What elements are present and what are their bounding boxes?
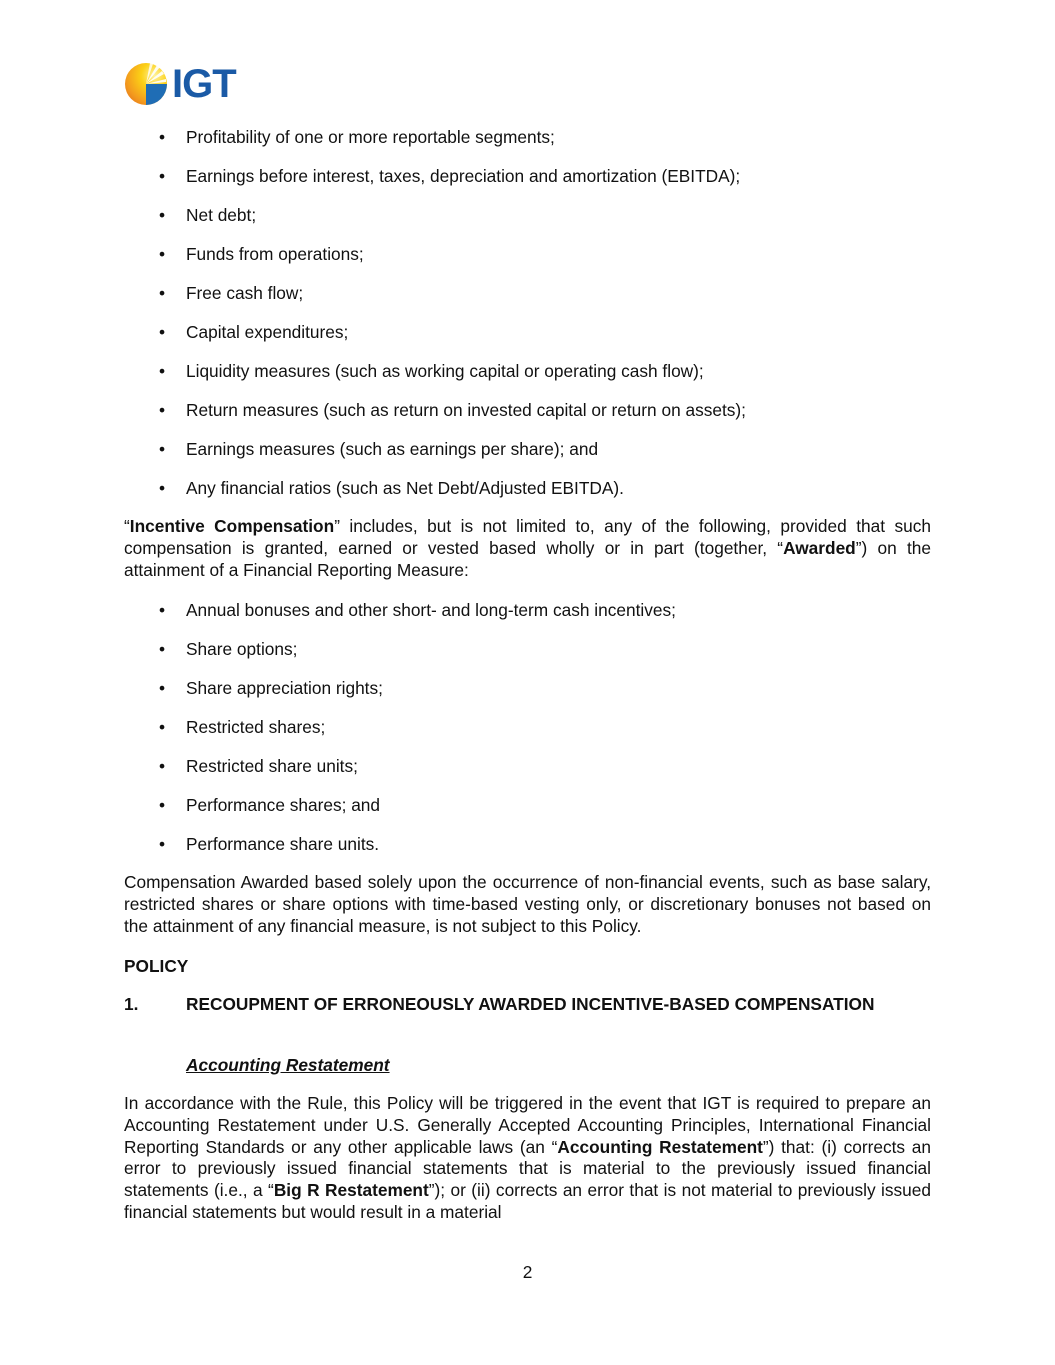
sunburst-logo-icon [124, 62, 168, 106]
section-number: 1. [124, 994, 139, 1014]
igt-logo [124, 60, 236, 108]
list-item: • Share options; [158, 639, 298, 659]
list-item: • Restricted shares; [158, 717, 326, 737]
list-item: • Capital expenditures; [158, 322, 349, 342]
list-item: • Restricted share units; [158, 756, 358, 776]
list-item: • Funds from operations; [158, 244, 364, 264]
list-item: • Any financial ratios (such as Net Debt/Adjusted EBITDA). [158, 478, 624, 498]
list-item: • Annual bonuses and other short- and long-term cash incentives; [158, 600, 676, 620]
financial-measures-list [124, 126, 931, 516]
logo-text: IGT [172, 62, 236, 106]
list-item: • Liquidity measures (such as working capital or operating cash flow); [158, 361, 704, 381]
accounting-restatement-paragraph: In accordance with the Rule, this Policy will be triggered in the event that IGT is required to prepare an Accounting Restatement under U.S. Generally Accepted Accounting Principles, International Financial Reporting Standards or any other applicable laws (an “Accounting Restatement”) that: (i) corrects an error to previously issued financial statements that is material to the previously issued financial statements (i.e., a “Big R Restatement”); or (ii) corrects an error that is not material to previously issued financial statements but would result in a material [124, 1093, 931, 1222]
section-title: RECOUPMENT OF ERRONEOUSLY AWARDED INCENTIVE-BASED COMPENSATION [186, 994, 875, 1014]
list-item: • Net debt; [158, 205, 257, 225]
list-item: • Return measures (such as return on invested capital or return on assets); [158, 400, 746, 420]
defined-term: Awarded [783, 537, 856, 558]
defined-term: Accounting Restatement [557, 1136, 763, 1157]
section-subheading: Accounting Restatement [186, 1055, 390, 1075]
incentive-compensation-definition: “Incentive Compensation” includes, but is not limited to, any of the following, provided that such compensation is granted, earned or vested based wholly or in part (together, “Awarded”) on the attainment of a Financial Reporting Measure: [124, 516, 932, 580]
list-item: • Profitability of one or more reportable segments; [158, 127, 555, 147]
list-item: • Share appreciation rights; [158, 678, 383, 698]
exclusion-paragraph: Compensation Awarded based solely upon the occurrence of non-financial events, such as base salary, restricted shares or share options with time-based vesting only, or discretionary bonuses not based on the attainment of any financial measure, is not subject to this Policy. [124, 872, 931, 936]
policy-heading: POLICY [124, 956, 189, 976]
page-number: 2 [522, 1262, 533, 1282]
list-item: • Earnings measures (such as earnings per share); and [158, 439, 599, 459]
list-item: • Performance shares; and [158, 795, 381, 815]
list-item: • Earnings before interest, taxes, depreciation and amortization (EBITDA); [158, 166, 741, 186]
list-item: • Performance share units. [158, 834, 380, 854]
list-item: • Free cash flow; [158, 283, 304, 303]
defined-term: Incentive Compensation [129, 516, 335, 536]
defined-term: Big R Restatement [273, 1180, 429, 1201]
incentive-types-list [124, 599, 931, 872]
